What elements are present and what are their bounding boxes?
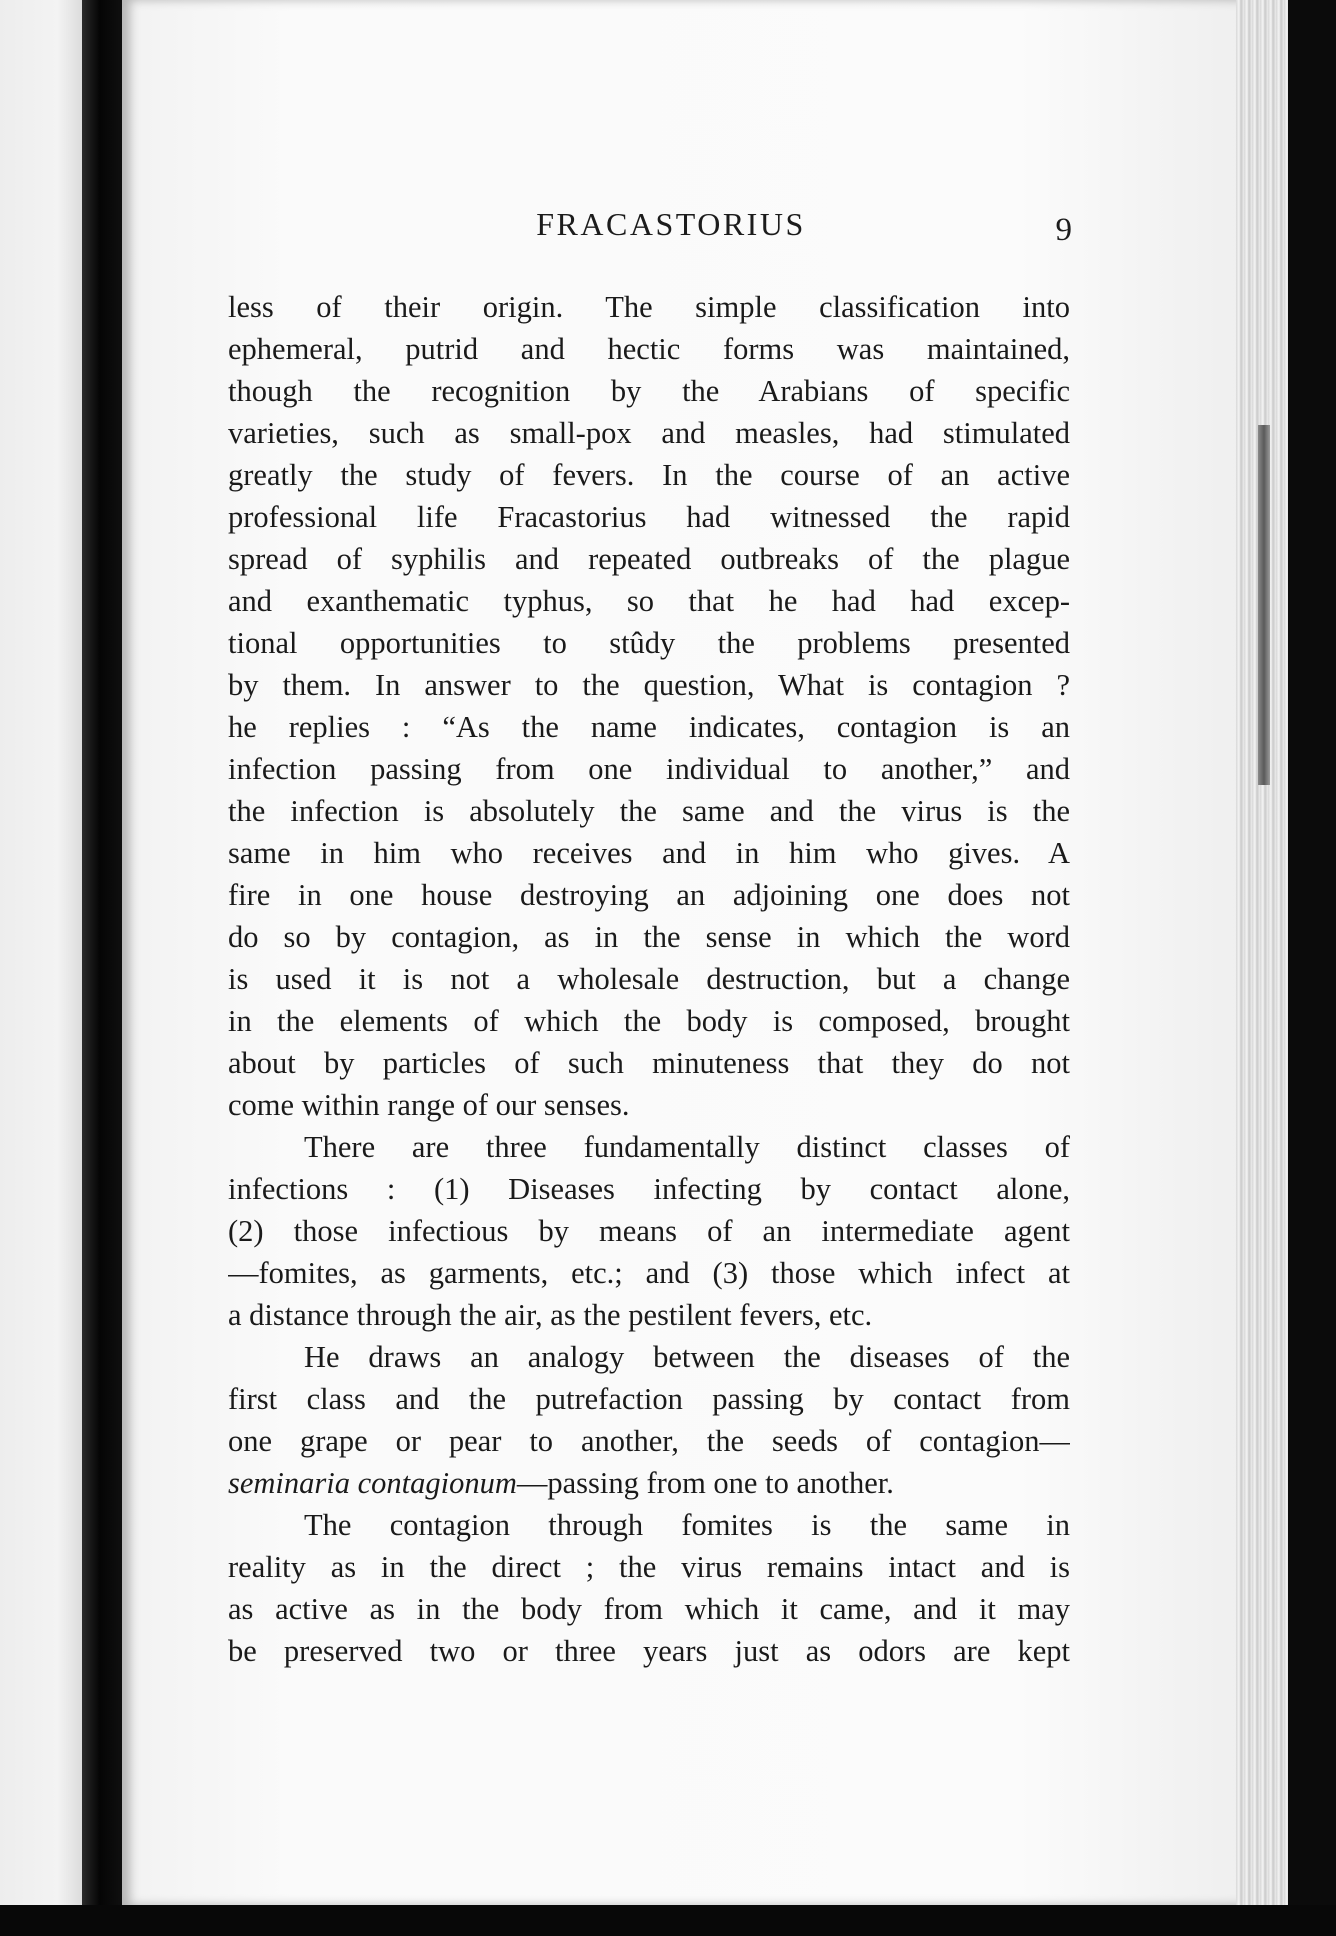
text-line <box>228 790 1070 832</box>
italic-phrase: seminaria contagionum <box>228 1466 517 1500</box>
text-line <box>228 538 1070 580</box>
line-text: come within range of our senses. <box>228 1088 630 1122</box>
line-text: as active as in the body from which it came, and it may <box>228 1592 1070 1626</box>
line-text: —fomites, as garments, etc.; and (3) those which infect at <box>228 1256 1070 1290</box>
line-text: first class and the putrefaction passing by contact from <box>228 1382 1070 1416</box>
text-line <box>228 1504 1070 1546</box>
line-text: and exanthematic typhus, so that he had had excep- <box>228 584 1070 618</box>
line-text: one grape or pear to another, the seeds of contagion— <box>228 1424 1070 1458</box>
text-line <box>228 1336 1070 1378</box>
page-number: 9 <box>1055 212 1072 248</box>
text-line <box>228 748 1070 790</box>
text-line <box>228 916 1070 958</box>
line-text: (2) those infectious by means of an intermediate agent <box>228 1214 1070 1248</box>
text-line <box>228 874 1070 916</box>
line-text: do so by contagion, as in the sense in which the word <box>228 920 1070 954</box>
text-line <box>228 370 1070 412</box>
text-line <box>228 958 1070 1000</box>
line-text: spread of syphilis and repeated outbreaks of the plague <box>228 542 1070 576</box>
page-edge-shadow <box>1258 425 1270 785</box>
line-text: —passing from one to another. <box>516 1466 894 1500</box>
text-line <box>228 622 1070 664</box>
page-stack-edge <box>1236 0 1288 1905</box>
body-text <box>228 286 1070 1672</box>
text-line <box>228 1630 1070 1672</box>
line-text: tional opportunities to stûdy the problems presented <box>228 626 1070 660</box>
text-line <box>228 496 1070 538</box>
text-line <box>228 1000 1070 1042</box>
text-line <box>228 1546 1070 1588</box>
text-line <box>228 664 1070 706</box>
text-line <box>228 832 1070 874</box>
line-text: be preserved two or three years just as odors are kept <box>228 1634 1070 1668</box>
text-line <box>228 1252 1070 1294</box>
scan-border-right <box>1288 0 1336 1936</box>
text-line <box>228 1294 1070 1336</box>
book-gutter <box>82 0 126 1936</box>
line-text: infection passing from one individual to another,” and <box>228 752 1070 786</box>
line-text: though the recognition by the Arabians of specific <box>228 374 1070 408</box>
line-text: about by particles of such minuteness that they do not <box>228 1046 1070 1080</box>
text-line <box>228 1462 1070 1504</box>
line-text: reality as in the direct ; the virus remains intact and is <box>228 1550 1070 1584</box>
text-line <box>228 1210 1070 1252</box>
text-line <box>228 706 1070 748</box>
line-text: same in him who receives and in him who gives. A <box>228 836 1070 870</box>
text-line <box>228 454 1070 496</box>
text-line <box>228 580 1070 622</box>
running-head <box>226 206 1086 256</box>
line-text: in the elements of which the body is composed, brought <box>228 1004 1070 1038</box>
text-line <box>228 1126 1070 1168</box>
text-line <box>228 1084 1070 1126</box>
facing-page-edge <box>0 0 82 1936</box>
line-text: by them. In answer to the question, What is contagion ? <box>228 668 1070 702</box>
text-line <box>228 1042 1070 1084</box>
line-text: the infection is absolutely the same and the virus is the <box>228 794 1070 828</box>
text-line <box>228 1420 1070 1462</box>
line-text: a distance through the air, as the pestilent fevers, etc. <box>228 1298 873 1332</box>
text-line <box>228 286 1070 328</box>
text-line <box>228 328 1070 370</box>
line-text: professional life Fracastorius had witnessed the rapid <box>228 500 1070 534</box>
text-line <box>228 1588 1070 1630</box>
scan-border-bottom <box>0 1905 1336 1936</box>
line-text: he replies : “As the name indicates, contagion is an <box>228 710 1070 744</box>
line-text: greatly the study of fevers. In the course of an active <box>228 458 1070 492</box>
line-text: fire in one house destroying an adjoining one does not <box>228 878 1070 912</box>
line-text: infections : (1) Diseases infecting by contact alone, <box>228 1172 1070 1206</box>
running-title: FRACASTORIUS <box>536 206 806 242</box>
text-line <box>228 1378 1070 1420</box>
line-text: less of their origin. The simple classification into <box>228 290 1070 324</box>
line-text: He draws an analogy between the diseases of the <box>304 1340 1070 1374</box>
line-text: is used it is not a wholesale destruction, but a change <box>228 962 1070 996</box>
line-text: ephemeral, putrid and hectic forms was maintained, <box>228 332 1070 366</box>
text-line <box>228 412 1070 454</box>
line-text: varieties, such as small-pox and measles, had stimulated <box>228 416 1070 450</box>
line-text: There are three fundamentally distinct classes of <box>304 1130 1070 1164</box>
line-text: The contagion through fomites is the same in <box>304 1508 1070 1542</box>
text-line <box>228 1168 1070 1210</box>
